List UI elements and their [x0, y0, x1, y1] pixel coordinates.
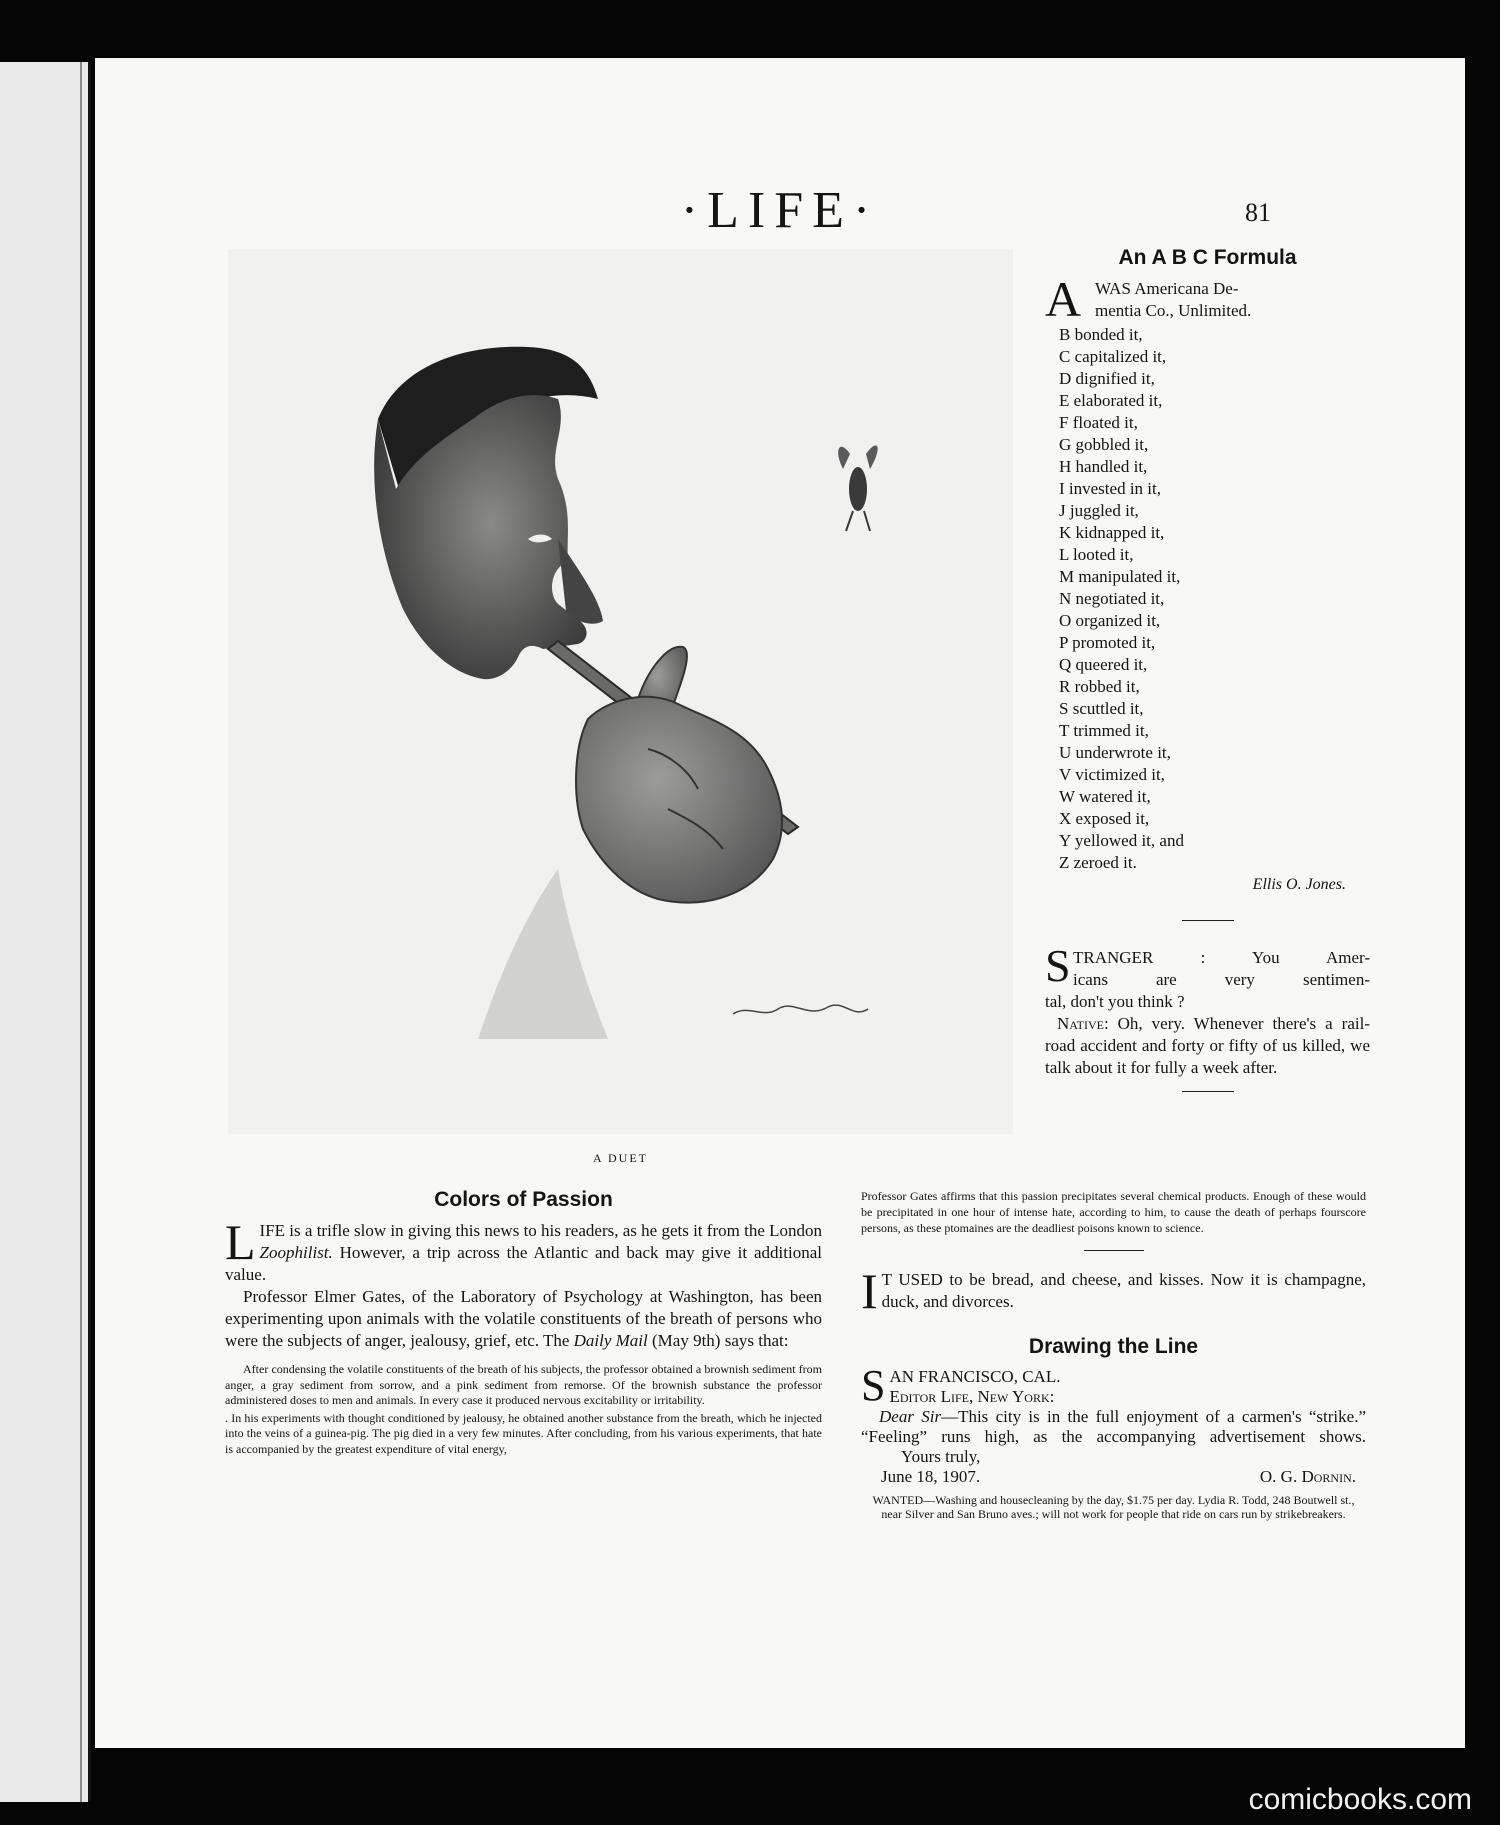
abc-line: W watered it,: [1059, 787, 1151, 806]
abc-line: S scuttled it,: [1059, 699, 1144, 718]
abc-first-line-a: WAS Americana De-: [1095, 279, 1239, 298]
abc-line: B bonded it,: [1059, 325, 1143, 344]
abc-line: L looted it,: [1059, 545, 1134, 564]
it-used-text: T USED to be bread, and cheese, and kisses. Now it is champagne, duck, and divorces.: [881, 1270, 1366, 1311]
it-used-joke: [861, 1263, 1366, 1319]
colors-continued: Professor Gates affirms that this passion precipitates several chemical products. Enough of these would be precipitated in one hour of intense hate, according to him, to cause the death of perhaps fourscore persons, as these ptomaines are the deadliest poisons known to science.: [861, 1189, 1366, 1235]
abc-line: M manipulated it,: [1059, 567, 1181, 586]
abc-line: Y yellowed it, and: [1059, 831, 1184, 850]
colors-p2-text: Professor Elmer Gates, of the Laboratory of Psychology at Washington, has been experimenting upon animals with the volatile constituents of the breath of persons who were the subjects of anger, jealousy, grief, etc. The: [225, 1287, 822, 1350]
stranger-line-2: icans are very sentimen-: [1073, 970, 1370, 989]
stranger-joke: [1045, 940, 1370, 1079]
abc-line: N negotiated it,: [1059, 589, 1165, 608]
illustration-caption: A DUET: [593, 1151, 648, 1165]
stranger-drop-cap: S: [1045, 940, 1071, 991]
letter-drop-cap: S: [861, 1361, 886, 1410]
abc-line: T trimmed it,: [1059, 721, 1149, 740]
quote-paragraph-2: . In his experiments with thought conditioned by jealousy, he obtained another substance from the breath, which he injected into the veins of a guinea-pig. The pig died in a very few minutes. After concluding, from his various experiments, that hate is accompanied by the greatest expenditure of vital energy,: [225, 1410, 822, 1456]
drawing-the-line-title: Drawing the Line: [1028, 1335, 1199, 1358]
colors-p2-italic: Daily Mail: [573, 1331, 648, 1350]
letter-signoff: [861, 1467, 1366, 1487]
colors-drop-cap: L: [225, 1214, 256, 1270]
section-divider: [1182, 1091, 1234, 1092]
page-number: 81: [1245, 198, 1271, 227]
colors-p1-text: IFE is a trifle slow in giving this news to his readers, as he gets it from the London: [259, 1221, 822, 1240]
abc-line: O organized it,: [1059, 611, 1161, 630]
abc-lines: [1059, 324, 1370, 874]
abc-line: F floated it,: [1059, 413, 1138, 432]
abc-line: P promoted it,: [1059, 633, 1156, 652]
quote-paragraph-1: After condensing the volatile constituents of the breath of his subjects, the professor obtained a brownish sediment from anger, a gray sediment from sorrow, and a pink sediment from remorse. Of the brownish substance the professor administered doses to men and animals. In every case it produced nervous excitability or irritability.: [225, 1362, 822, 1407]
abc-line: V victimized it,: [1059, 765, 1165, 784]
abc-first-line: [1045, 271, 1370, 327]
it-used-drop-cap: I: [861, 1263, 878, 1319]
abc-line: U underwrote it,: [1059, 743, 1171, 762]
abc-first-line-b: mentia Co., Unlimited.: [1095, 301, 1252, 320]
native-reply: [1045, 1013, 1370, 1079]
drawing-the-line-letter: [861, 1361, 1366, 1487]
section-divider: [1084, 1250, 1144, 1251]
abc-line: E elaborated it,: [1059, 391, 1163, 410]
masthead: ·LIFE·: [680, 182, 880, 239]
abc-line: K kidnapped it,: [1059, 523, 1165, 542]
abc-line: Z zeroed it.: [1059, 853, 1137, 872]
colors-p1-italic: Zoophilist.: [259, 1243, 333, 1262]
middle-column: [861, 1188, 1366, 1521]
letter-date: June 18, 1907.: [881, 1467, 981, 1486]
abc-line: Q queered it,: [1059, 655, 1148, 674]
colors-paragraph-1: [225, 1214, 822, 1286]
watermark: comicbooks.com: [1248, 1783, 1472, 1816]
letter-place: AN FRANCISCO, CAL.: [889, 1367, 1061, 1386]
abc-drop-cap: A: [1045, 271, 1082, 327]
duet-illustration: [228, 249, 1013, 1134]
abc-line: I invested in it,: [1059, 479, 1161, 498]
section-divider: [1182, 920, 1234, 921]
letter-body: [861, 1407, 1366, 1467]
colors-of-passion-article: [225, 1188, 822, 1457]
artist-signature: [733, 1005, 868, 1014]
flute-player-drawing: [228, 249, 1013, 1134]
letter-salutation: Dear Sir: [879, 1407, 942, 1426]
facing-page-edge: [0, 62, 91, 1802]
abc-line: J juggled it,: [1059, 501, 1139, 520]
native-text: : Oh, very. Whenever there's a rail-road accident and forty or fifty of us killed, we talk about it for fully a week after.: [1045, 1014, 1370, 1077]
abc-line: C capitalized it,: [1059, 347, 1167, 366]
letter-body-text: —This city is in the full enjoyment of a carmen's “strike.” “Feeling” runs high, as the accompanying advertisement shows.: [861, 1407, 1366, 1446]
native-label: Native: [1057, 1014, 1104, 1033]
abc-line: G gobbled it,: [1059, 435, 1149, 454]
abc-line: H handled it,: [1059, 457, 1148, 476]
wanted-advertisement: WANTED—Washing and housecleaning by the day, $1.75 per day. Lydia R. Todd, 248 Boutwell st., near Silver and San Bruno aves.; will not work for people that ride on cars run by strikebreakers.: [872, 1493, 1355, 1521]
stranger-line-1: TRANGER : You Amer-: [1073, 948, 1370, 967]
colors-p2-text-end: (May 9th) says that:: [647, 1331, 789, 1350]
right-column: [1045, 246, 1370, 1092]
magazine-page: [95, 58, 1465, 1748]
letter-closing: Yours truly,: [901, 1447, 981, 1466]
abc-title: An A B C Formula: [1118, 246, 1297, 269]
abc-line: R robbed it,: [1059, 677, 1140, 696]
abc-line: D dignified it,: [1059, 369, 1155, 388]
letter-editor: Editor Life, New York:: [889, 1387, 1055, 1406]
abc-line: X exposed it,: [1059, 809, 1150, 828]
colors-paragraph-2: [225, 1286, 822, 1352]
colors-p1-text-end: However, a trip across the Atlantic and back may give it additional value.: [225, 1243, 822, 1284]
stranger-line-3: tal, don't you think ?: [1045, 992, 1185, 1011]
colors-of-passion-title: Colors of Passion: [434, 1188, 613, 1211]
abc-byline: Ellis O. Jones.: [1252, 876, 1346, 893]
letter-signature: O. G. Dornin.: [1259, 1467, 1356, 1486]
